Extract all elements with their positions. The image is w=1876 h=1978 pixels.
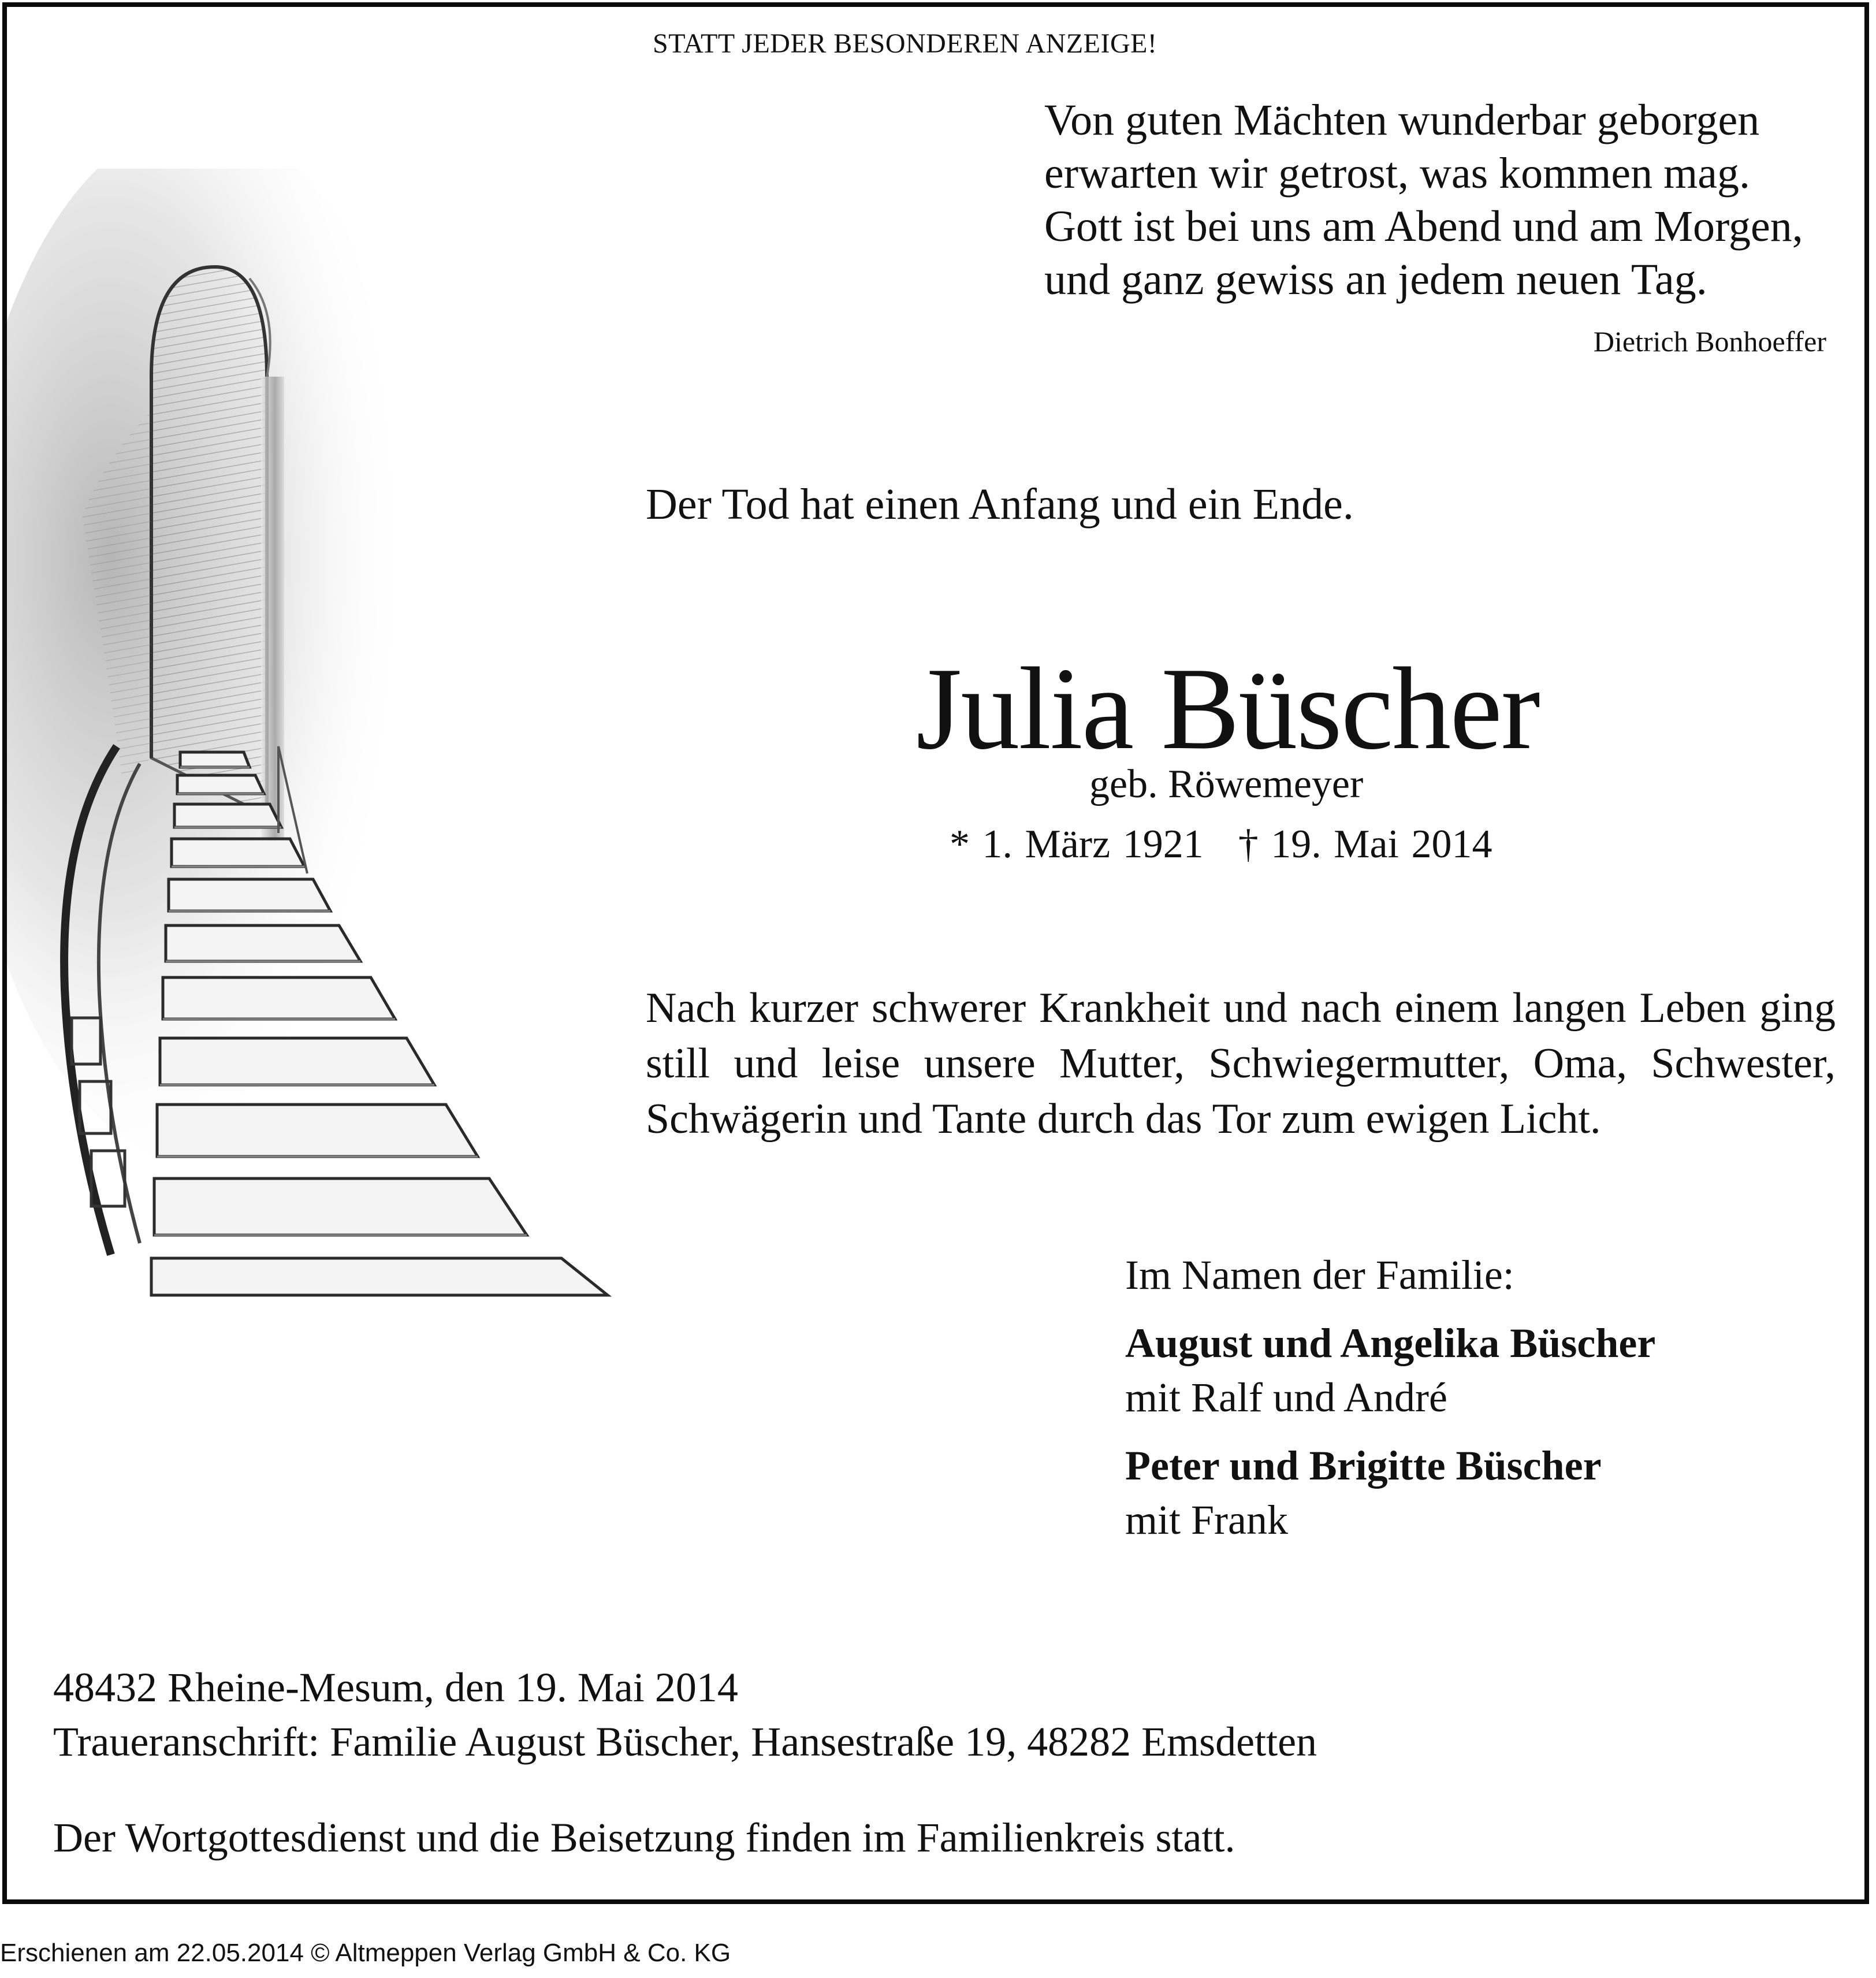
obituary-notice bbox=[2, 2, 1869, 1904]
death-date: † 19. Mai 2014 bbox=[1238, 822, 1492, 867]
header-notice: STATT JEDER BESONDEREN ANZEIGE! bbox=[653, 28, 1157, 59]
staircase-illustration bbox=[7, 169, 677, 1301]
place-and-address bbox=[53, 1660, 1317, 1769]
birth-date: * 1. März 1921 bbox=[950, 822, 1204, 867]
poem bbox=[1044, 94, 1803, 306]
deceased-name: Julia Büscher bbox=[916, 644, 1539, 774]
poem-author: Dietrich Bonhoeffer bbox=[1593, 325, 1826, 358]
family-couple: August und Angelika Büscher bbox=[1125, 1320, 1656, 1366]
publication-footer: Erschienen am 22.05.2014 © Altmeppen Verlag GmbH & Co. KG bbox=[0, 1939, 731, 1967]
family-children: mit Frank bbox=[1125, 1497, 1288, 1543]
family-children: mit Ralf und André bbox=[1125, 1374, 1447, 1421]
family-couple: Peter und Brigitte Büscher bbox=[1125, 1442, 1602, 1489]
poem-line: erwarten wir getrost, was kommen mag. bbox=[1044, 149, 1750, 198]
intro-line: Der Tod hat einen Anfang und ein Ende. bbox=[646, 480, 1354, 529]
announcement-text: Nach kurzer schwerer Krankheit und nach einem langen Leben ging still und leise unsere Mutter, Schwiegermutter, Oma, Schwester, Schwägerin und Tante durch das Tor zum ewigen Licht. bbox=[646, 984, 1836, 1143]
poem-line: und ganz gewiss an jedem neuen Tag. bbox=[1044, 255, 1707, 304]
birth-name: geb. Röwemeyer bbox=[1089, 762, 1364, 806]
mourning-address: Traueranschrift: Familie August Büscher, Hansestraße 19, 48282 Emsdetten bbox=[53, 1719, 1317, 1765]
service-note: Der Wortgottesdienst und die Beisetzung finden im Familienkreis statt. bbox=[53, 1815, 1235, 1861]
family-signature bbox=[1125, 1248, 1655, 1561]
life-dates bbox=[950, 821, 1492, 868]
poem-line: Gott ist bei uns am Abend und am Morgen, bbox=[1044, 202, 1803, 251]
poem-line: Von guten Mächten wunderbar geborgen bbox=[1044, 96, 1760, 144]
family-label: Im Namen der Familie: bbox=[1125, 1252, 1514, 1298]
place-date: 48432 Rheine-Mesum, den 19. Mai 2014 bbox=[53, 1664, 738, 1711]
